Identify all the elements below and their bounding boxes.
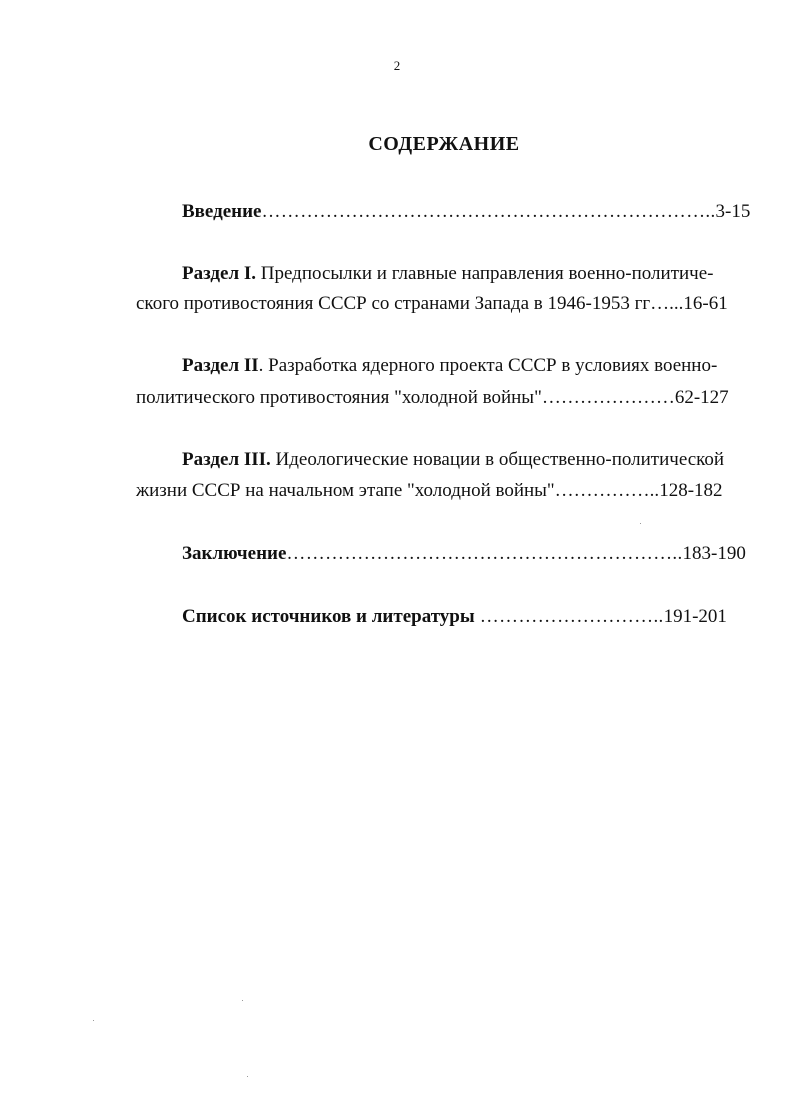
toc-section3-pages: 128-182 [659,480,723,501]
toc-entry-section1-line1 [136,260,714,288]
toc-entry-section2-line2 [136,384,729,412]
toc-section1-text-line2: ского противостояния СССР со странами Запада в 1946-1953 гг…... [136,293,684,314]
toc-intro-heading: Введение [182,201,262,222]
toc-entry-conclusion [136,540,746,568]
toc-entry-section2-line1 [136,352,718,380]
toc-entry-references [136,603,727,631]
scan-speck [640,523,641,524]
toc-section3-heading: Раздел III. [182,449,271,470]
toc-section3-text-line2: жизни СССР на начальном этапе "холодной войны"…………….. [136,480,660,501]
toc-section1-text-line1: Предпосылки и главные направления военно-политиче- [256,263,714,284]
toc-intro-pages: 3-15 [715,201,751,222]
scan-speck [93,1020,94,1021]
toc-section2-heading: Раздел II [182,355,259,376]
toc-entry-section1-line2 [136,290,728,318]
toc-section2-text-line2: политического противостояния "холодной войны"………………… [136,387,675,408]
toc-entry-intro [136,198,751,226]
toc-references-heading: Список источников и литературы [182,606,475,627]
scan-speck [247,1076,248,1077]
toc-references-pages: 191-201 [663,606,727,627]
toc-entry-section3-line1 [136,446,725,474]
toc-conclusion-pages: 183-190 [682,543,746,564]
toc-intro-dots: …………………………………………………………….. [261,201,716,222]
page-title: СОДЕРЖАНИЕ [368,133,520,155]
toc-section1-heading: Раздел I. [182,263,256,284]
toc-references-dots: ……………………….. [474,606,664,627]
toc-section3-text-line1: Идеологические новации в общественно-политической [270,449,725,470]
toc-section1-pages: 16-61 [683,293,728,314]
toc-section2-text-line1: . Разработка ядерного проекта СССР в условиях военно- [258,355,718,376]
page-number: 2 [393,58,401,73]
toc-section2-pages: 62-127 [674,387,729,408]
scan-speck [242,1000,243,1001]
toc-entry-section3-line2 [136,477,723,505]
toc-conclusion-heading: Заключение [182,543,287,564]
toc-conclusion-dots: …………………………………………………….. [286,543,683,564]
